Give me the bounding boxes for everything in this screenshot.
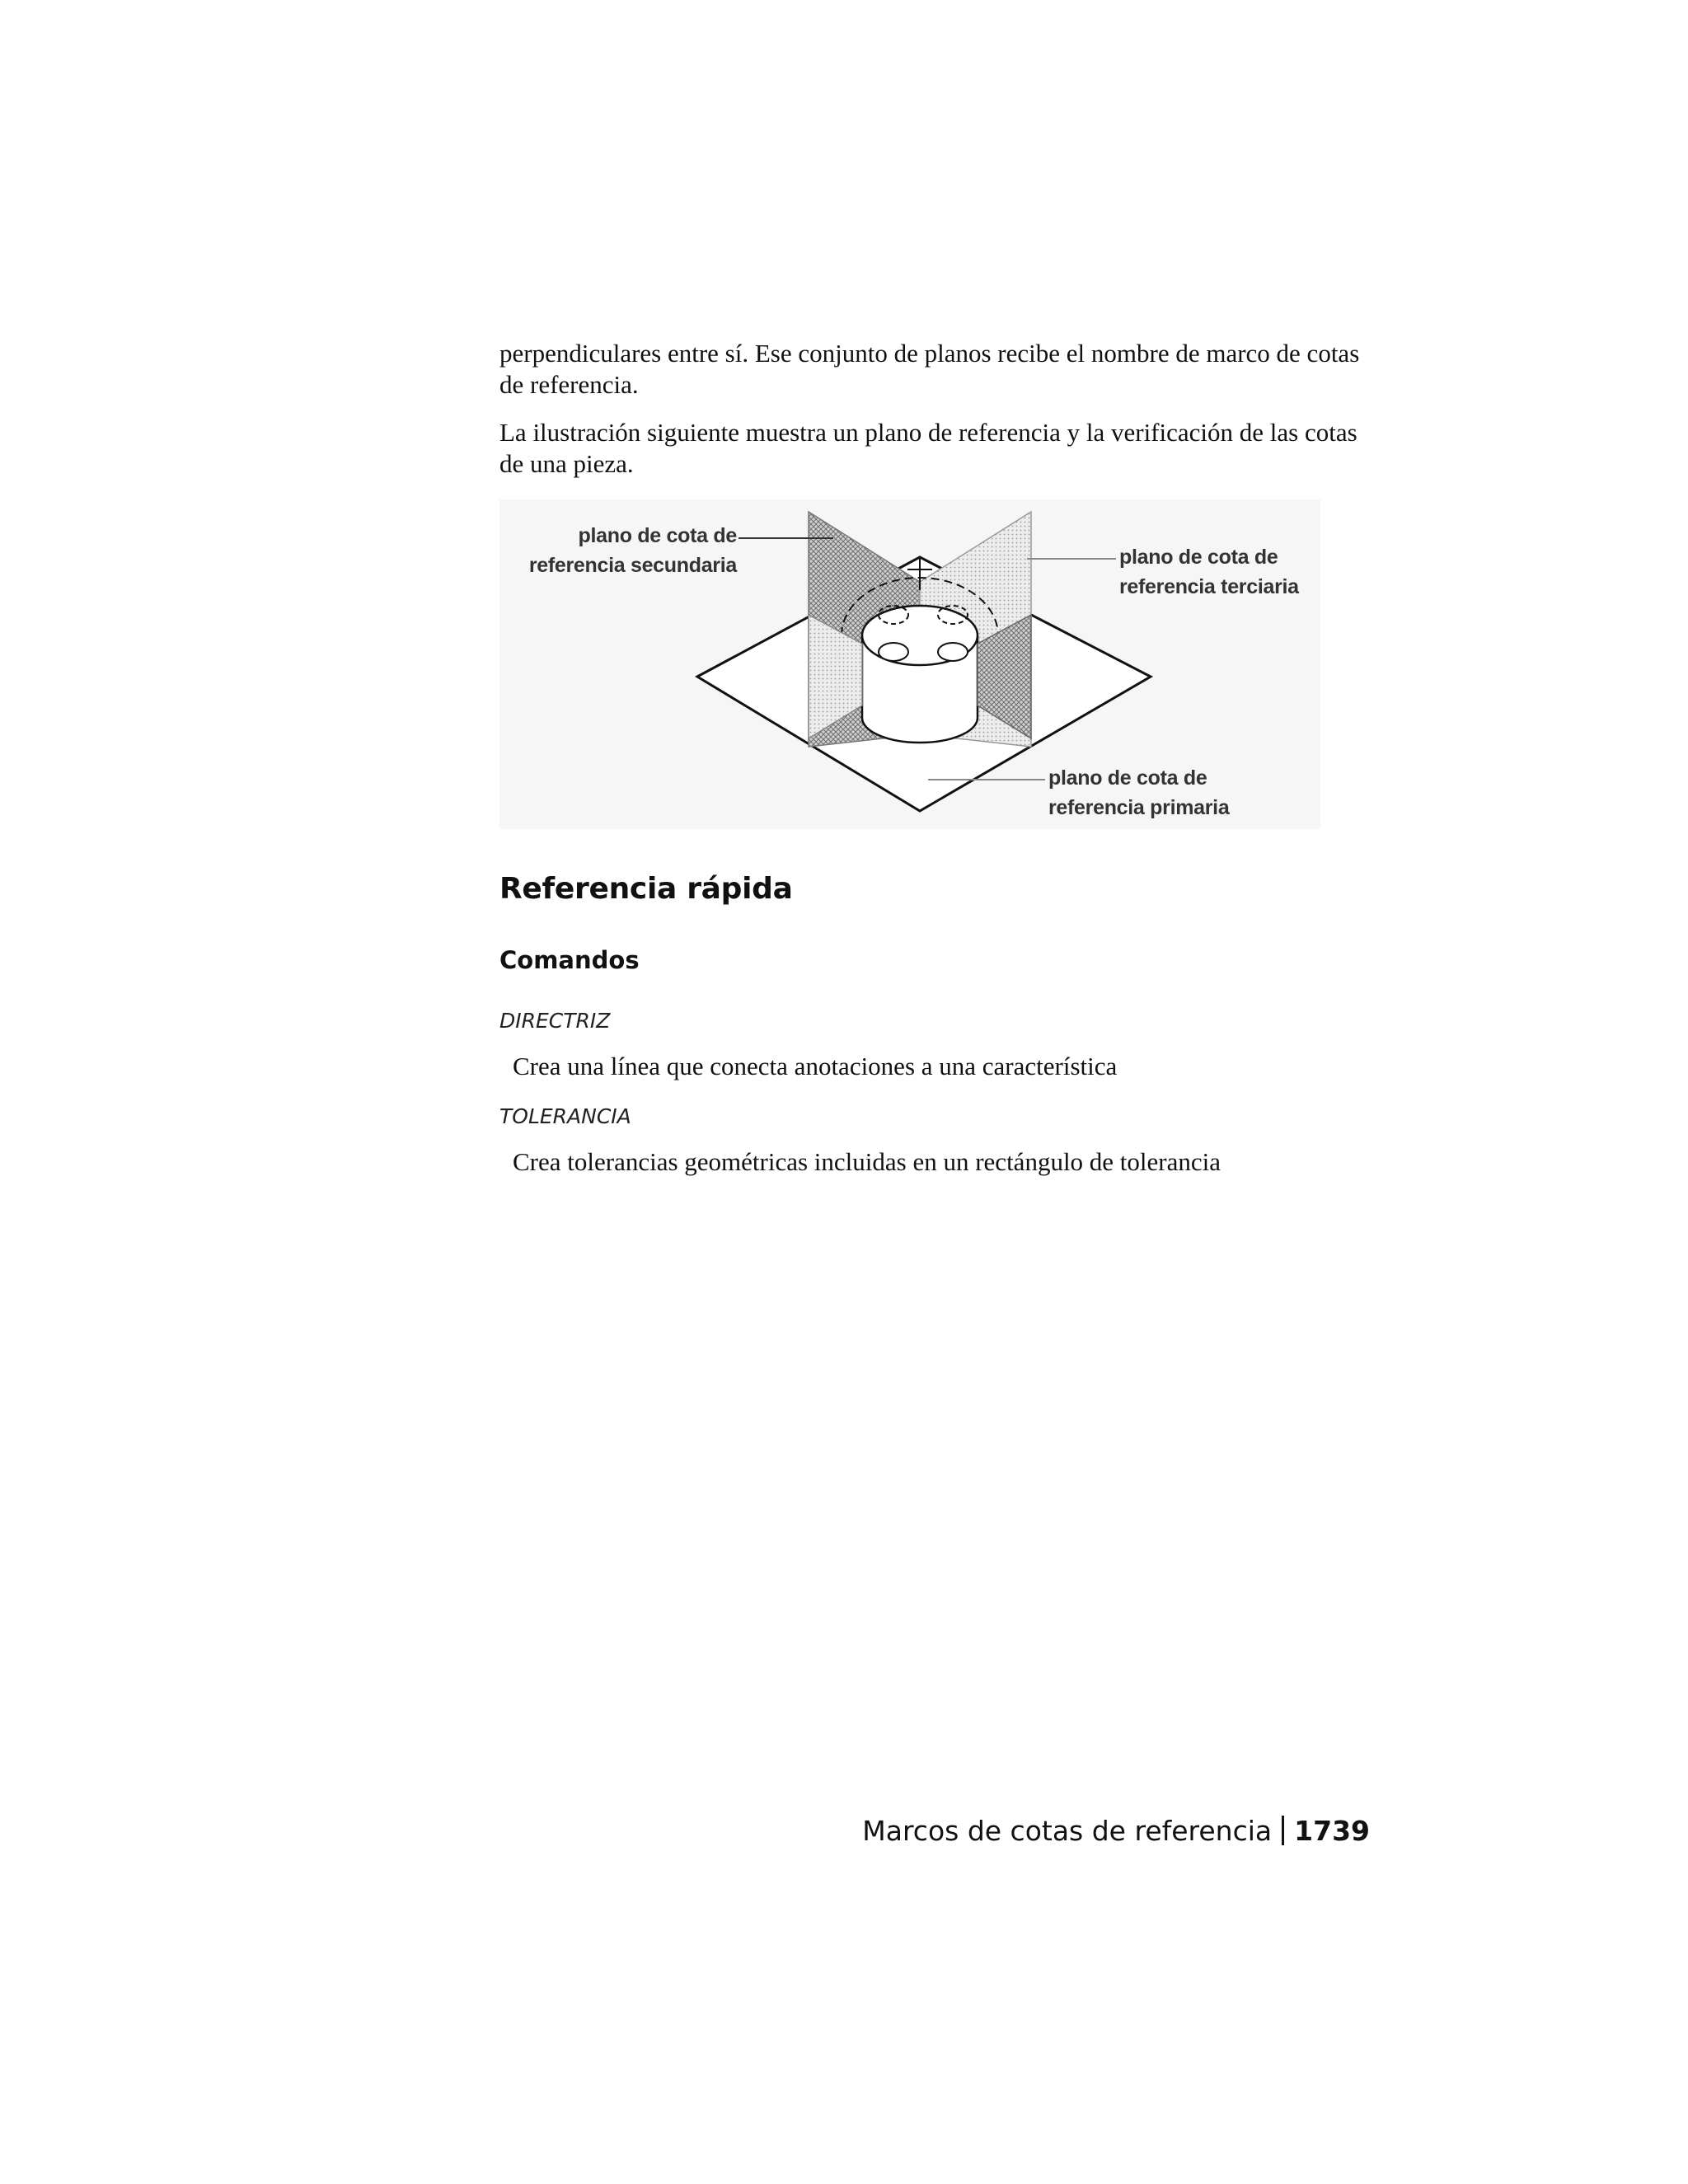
label-primary-line2: referencia primaria (1048, 796, 1230, 819)
command-description: Crea tolerancias geométricas incluidas en un rectángulo de tolerancia (513, 1147, 1221, 1176)
body-paragraph-2: La ilustración siguiente muestra un plano de referencia y la verificación de las cotas de una pieza. (499, 418, 1357, 478)
body-paragraph-1: perpendiculares entre sí. Ese conjunto de planos recibe el nombre de marco de cotas de referencia. (499, 339, 1360, 399)
subsection-heading: Comandos (499, 946, 640, 974)
command-name: TOLERANCIA (499, 1104, 631, 1128)
label-tertiary-line2: referencia terciaria (1119, 575, 1299, 598)
footer-section-title: Marcos de cotas de referencia (862, 1815, 1273, 1847)
footer-separator (1282, 1816, 1284, 1845)
datum-reference-frame-illustration (499, 499, 1320, 829)
label-tertiary-line1: plano de cota de (1119, 546, 1278, 569)
page-footer (862, 1815, 1370, 1847)
label-secondary-line1: plano de cota de (578, 524, 737, 547)
datum-planes-diagram (499, 499, 1320, 829)
command-description: Crea una línea que conecta anotaciones a una característica (513, 1052, 1118, 1080)
command-name: DIRECTRIZ (499, 1009, 611, 1033)
page-number: 1739 (1294, 1815, 1370, 1847)
label-primary-line1: plano de cota de (1048, 766, 1207, 790)
label-secondary-line2: referencia secundaria (528, 554, 737, 577)
section-heading: Referencia rápida (499, 872, 793, 906)
